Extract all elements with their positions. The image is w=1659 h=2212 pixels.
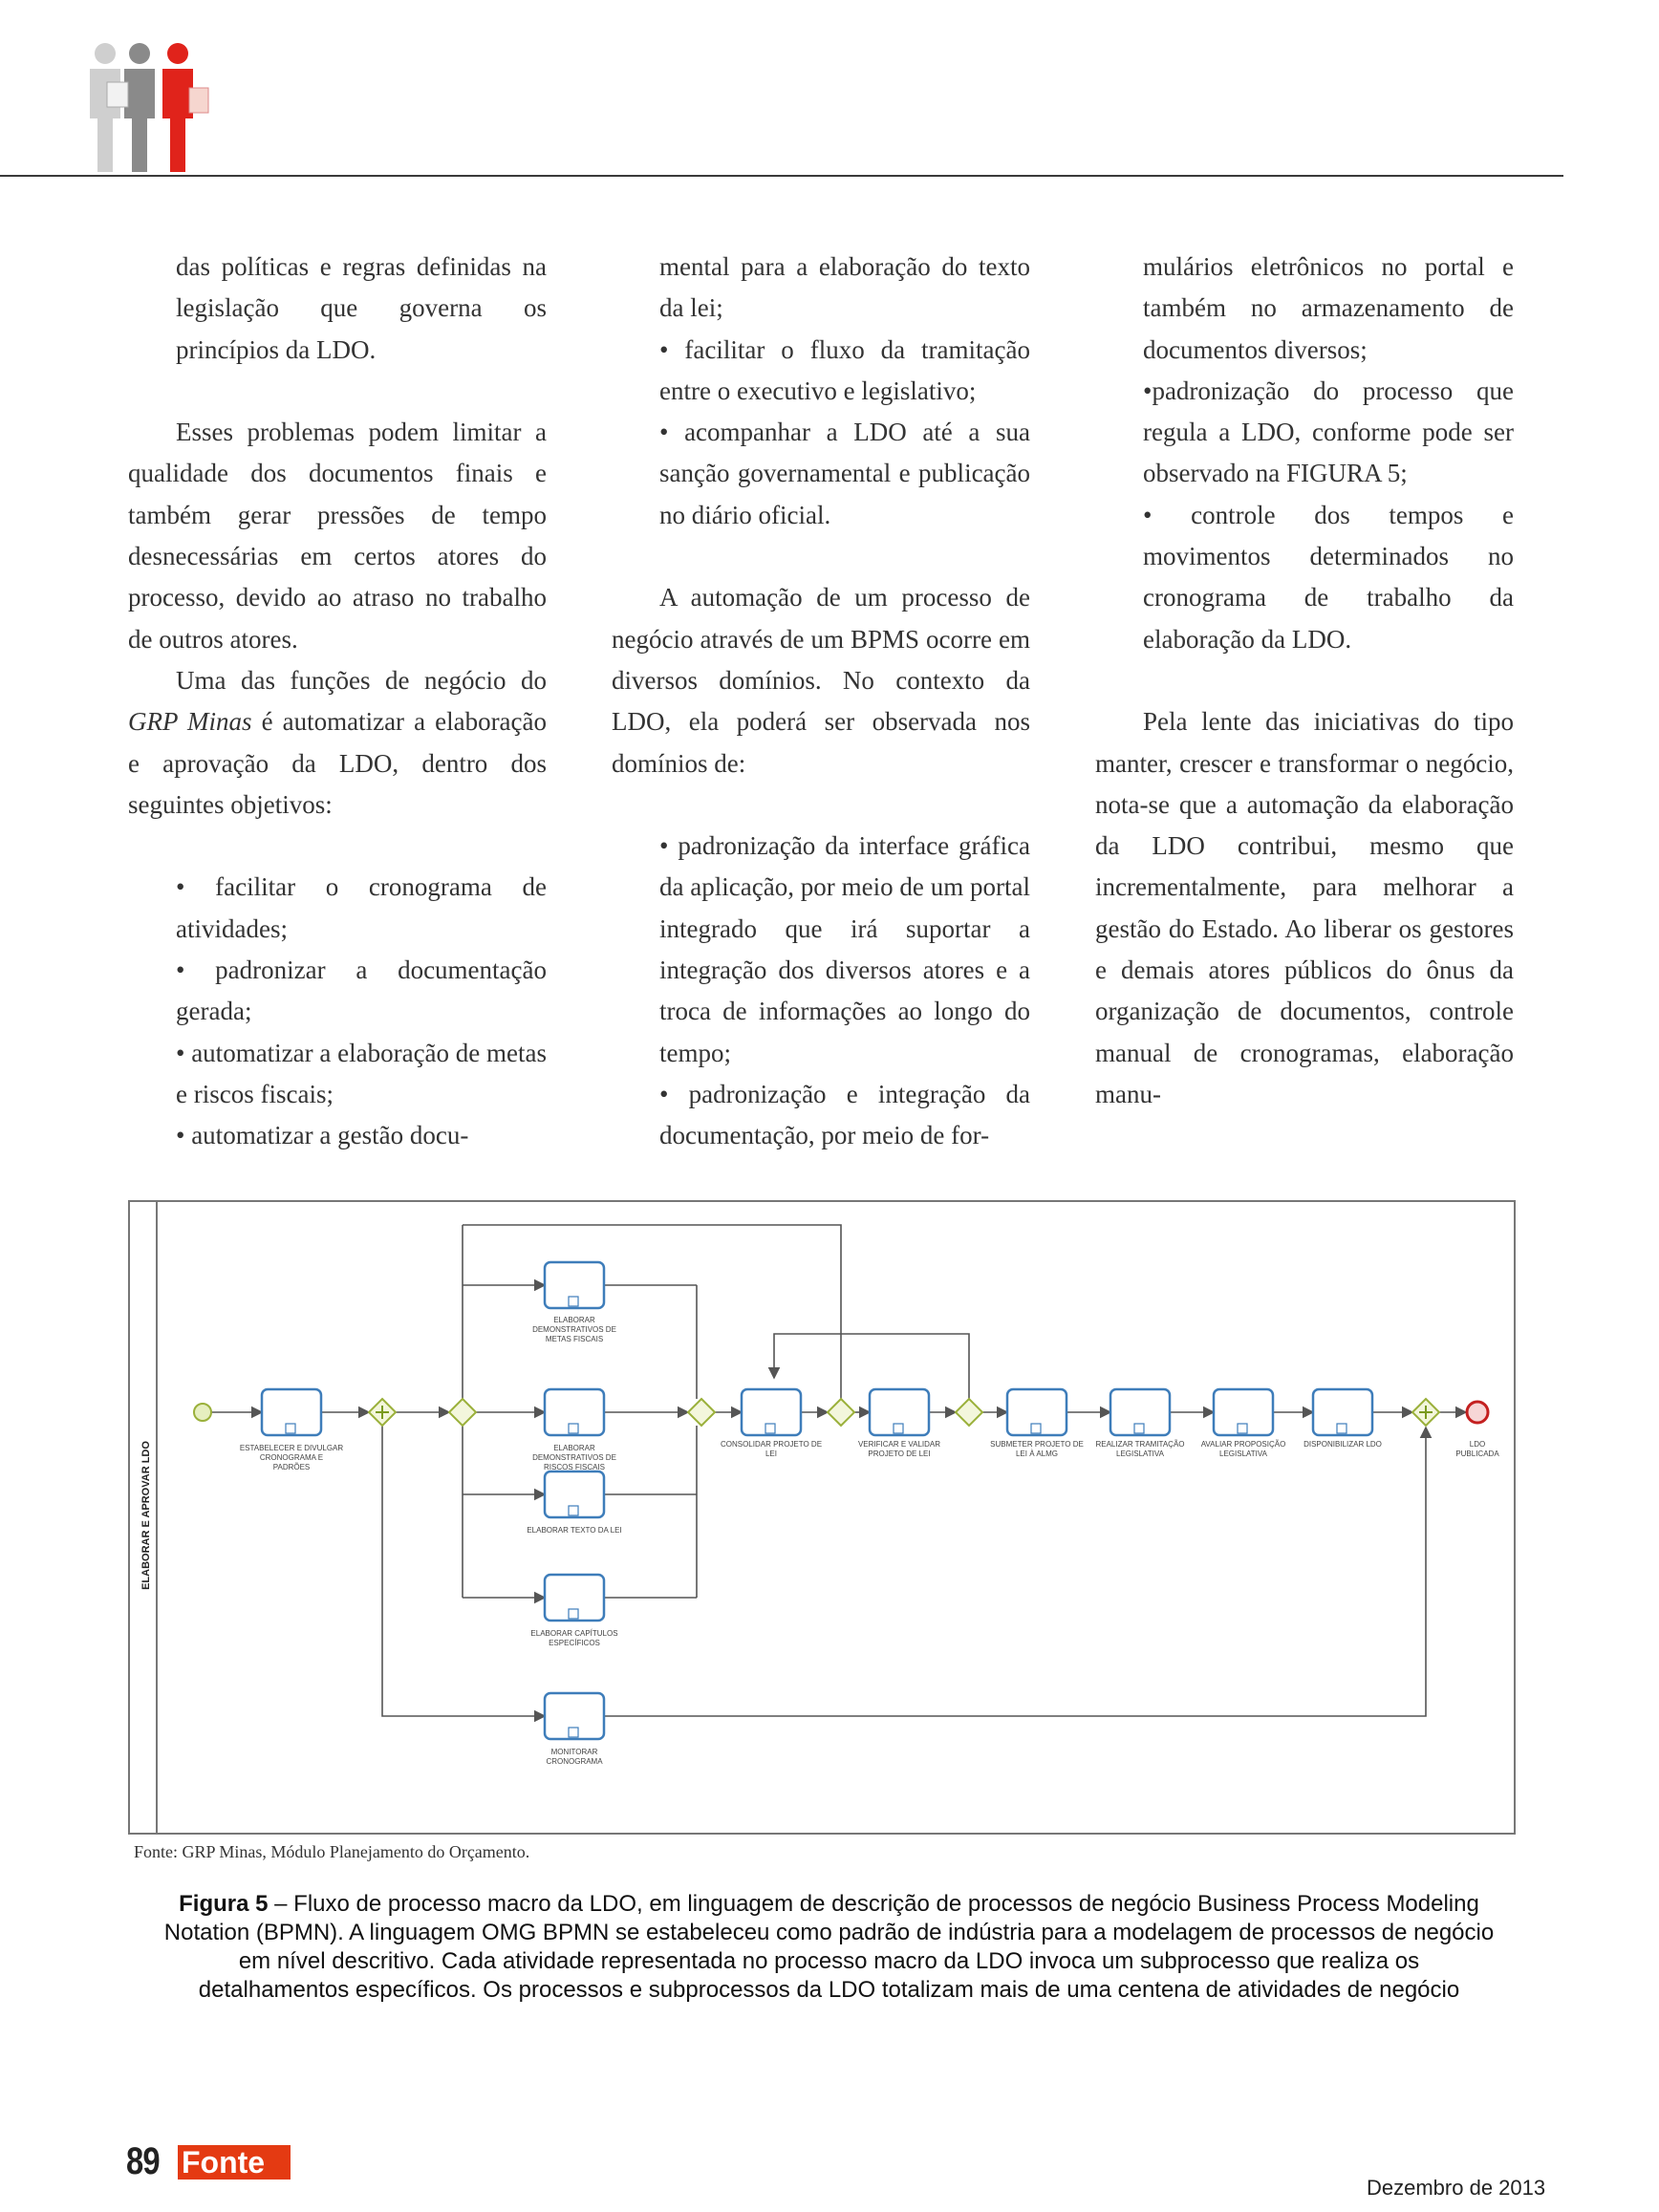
task-label: METAS FISCAIS [545, 1335, 604, 1343]
task-label: LEI [765, 1450, 778, 1458]
task-label: DISPONIBILIZAR LDO [1304, 1440, 1382, 1449]
header-rule [0, 175, 1563, 177]
task-label: AVALIAR PROPOSIÇÃO [1200, 1440, 1286, 1449]
text-column-2 [612, 247, 1030, 1157]
task-label: REALIZAR TRAMITAÇÃO [1095, 1440, 1185, 1449]
caption-text: – Fluxo de processo macro da LDO, em linguagem de descrição de processos de negócio Business Process Modeling Notation (BPMN). A linguagem OMG BPMN se estabeleceu como padrão de indústria para a modelagem de processos de negócio em nível descritivo. Cada atividade representada no processo macro da LDO invoca um subprocesso que realiza os detalhamentos específicos. Os processos e subprocessos da LDO totalizam mais de uma centena de atividades de negócio [163, 1891, 1495, 2003]
task-label: LEI À ALMG [1015, 1450, 1059, 1458]
paragraph: A automação de um processo de negócio através de um BPMS ocorre em diversos domínios. No contexto da LDO, ela poderá ser observada nos domínios de: [612, 583, 1030, 778]
task-label: SUBMETER PROJETO DE [990, 1440, 1084, 1449]
bullet-item: • controle dos tempos e movimentos determinados no cronograma de trabalho da elaboração da LDO. [1143, 500, 1514, 654]
bullet-item: mental para a elaboração do texto da lei; [659, 252, 1030, 323]
three-people-icon [78, 40, 222, 174]
figure-caption [162, 1890, 1496, 2005]
paragraph: Esses problemas podem limitar a qualidade dos documentos finais e também gerar pressões de tempo desnecessárias em certos atores do processo, devido ao atraso no trabalho de outros atores. [128, 418, 547, 654]
task-label: ESTABELECER E DIVULGAR [239, 1444, 344, 1452]
paragraph: Pela lente das iniciativas do tipo manter, crescer e transformar o negócio, nota-se que a automação da elaboração da LDO contribui, mesmo que incrementalmente, para melhorar a gestão do Estado. Ao liberar os gestores e demais atores públicos do ônus da organização de documentos, controle manual de cronogramas, elaboração manu- [1095, 707, 1514, 1108]
paragraph: Uma das funções de negócio do GRP Minas é automatizar a elaboração e aprovação da LDO, dentro dos seguintes objetivos: [128, 665, 548, 819]
task-label: ESPECÍFICOS [549, 1639, 600, 1647]
task-label: CRONOGRAMA [546, 1757, 603, 1766]
end-label-1: LDO [1469, 1440, 1486, 1449]
task-label: LEGISLATIVA [1219, 1450, 1267, 1458]
task-label: PROJETO DE LEI [868, 1450, 931, 1458]
task-label: DEMONSTRATIVOS DE [532, 1453, 616, 1462]
end-label-2: PUBLICADA [1455, 1450, 1499, 1458]
text-column-3 [1095, 247, 1514, 1115]
figure-source: Fonte: GRP Minas, Módulo Planejamento do Orçamento. [134, 1842, 530, 1861]
lane-label: ELABORAR E APROVAR LDO [140, 1441, 152, 1590]
bullet-item: mulários eletrônicos no portal e também no armazenamento de documentos diversos; [1143, 252, 1514, 364]
bullet-item: • automatizar a gestão docu- [176, 1121, 469, 1150]
bpmn-diagram [128, 1200, 1516, 1835]
figure-frame [129, 1201, 1515, 1834]
bullet-item: • padronizar a documentação gerada; [176, 956, 547, 1026]
issue-date: Dezembro de 2013 [1367, 2176, 1546, 2200]
bullet-item: • facilitar o cronograma de atividades; [176, 872, 547, 943]
task-label: RISCOS FISCAIS [543, 1463, 606, 1471]
paragraph: das políticas e regras definidas na legislação que governa os princípios da LDO. [176, 252, 547, 364]
end-event [1467, 1402, 1488, 1423]
task-label: MONITORAR [550, 1748, 598, 1756]
bullet-item: • padronização da interface gráfica da aplicação, por meio de um portal integrado que irá suportar a integração dos diversos atores e a troca de informações ao longo do tempo; [659, 831, 1030, 1067]
task-label: ELABORAR TEXTO DA LEI [527, 1526, 622, 1535]
bullet-item: • facilitar o fluxo da tramitação entre o executivo e legislativo; [659, 334, 1030, 405]
start-event [194, 1404, 211, 1421]
task-label: PADRÕES [272, 1463, 311, 1471]
task-label: ELABORAR [553, 1444, 595, 1452]
caption-label: Figura 5 [179, 1891, 269, 1917]
task-label: CRONOGRAMA E [259, 1453, 324, 1462]
task-label: DEMONSTRATIVOS DE [532, 1325, 616, 1334]
bullet-item: • acompanhar a LDO até a sua sanção governamental e publicação no diário oficial. [659, 418, 1030, 529]
text-column-1 [128, 247, 547, 1157]
bullet-item: •padronização do processo que regula a LDO, conforme pode ser observado na FIGURA 5; [1143, 376, 1514, 488]
magazine-logo: Fonte [178, 2145, 291, 2180]
task-label: ELABORAR [553, 1316, 595, 1324]
task-label: LEGISLATIVA [1116, 1450, 1164, 1458]
page-number: 89 [126, 2140, 160, 2182]
task-label: ELABORAR CAPÍTULOS [530, 1629, 618, 1638]
task-label: VERIFICAR E VALIDAR [857, 1440, 941, 1449]
bullet-item: • padronização e integração da documentação, por meio de for- [659, 1079, 1030, 1150]
bullet-item: • automatizar a elaboração de metas e riscos fiscais; [176, 1038, 547, 1108]
task-label: CONSOLIDAR PROJETO DE [720, 1440, 823, 1449]
